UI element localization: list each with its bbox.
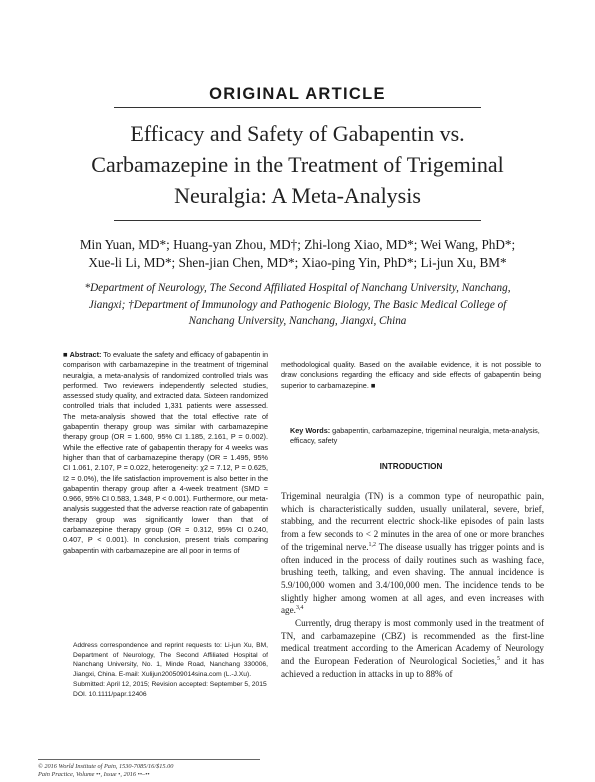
- copyright-line: © 2016 World Institute of Pain, 1530-7085/16/$15.00: [38, 763, 174, 770]
- affiliation-line: Jiangxi; †Department of Immunology and Pathogenic Biology, The Basic Medical College of: [88, 298, 507, 311]
- author-line: Min Yuan, MD*; Huang-yan Zhou, MD†; Zhi-long Xiao, MD*; Wei Wang, PhD*;: [79, 237, 516, 252]
- title-line: Efficacy and Safety of Gabapentin vs.: [130, 121, 465, 146]
- paragraph-text: Currently, drug therapy is most commonly used in the treatment of TN, and carbamazepine (CBZ) is recommended as the first-line medical treatment according to the American Academy of Neurology and the European Federation of Neurological Societies,: [281, 618, 544, 667]
- paragraph-text: and it has achieved a reduction in attacks in up to 88% of: [281, 656, 544, 679]
- keywords: [290, 426, 541, 447]
- abstract: [63, 350, 268, 556]
- header-rule-top: [114, 107, 481, 108]
- abstract-continued: [281, 360, 541, 391]
- abstract-text: To evaluate the safety and efficacy of gabapentin in comparison with carbamazepine in the treatment of trigeminal neuralgia, a meta-analysis of randomized controlled trials was performed. Two reviewers independently selected studies, assessed study quality, and extracted data. Sixteen randomized controlled trials that included 1,331 patients were assessed. The meta-analysis showed that the total effective rate of gabapentin therapy group was similar with carbamazepine therapy group (OR = 1.600, 95% CI 1.185, 2.161, P = 0.002). While the effective rate of gabapentin therapy for 4 weeks was higher than that of carbamazepine therapy (OR = 1.495, 95% CI 1.061, 2.107, P = 0.022, heterogeneity: χ2 = 7.12, P = 0.625, I2 = 0.0%), the life satisfaction improvement is also better in the gabapentin therapy group after a 4-week treatment (SMD = 0.966, 95% CI 0.583, 1.348, P < 0.001). Furthermore, our meta-analysis suggested that the adverse reaction rate of gabapentin therapy group was significantly lower than that of carbamazepine therapy group (OR = 0.312, 95% CI 0.240, 0.407, P < 0.001). In conclusion, present trials comparing gabapentin with carbamazepine are all poor in terms of: [63, 350, 269, 555]
- square-end-icon: ■: [370, 380, 376, 390]
- journal-line: Pain Practice, Volume ••, Issue •, 2016 ••–••: [38, 771, 150, 778]
- paragraph-text: The disease usually has trigger points and is often induced in the process of daily routines such as washing face, brushing teeth, talking, and even shaving. The annual incidence is 5.9/100,000 women and 3.4/100,000 men. The incidence tends to be slightly higher among women at all ages, and even increases with age.: [281, 541, 545, 616]
- citation-ref[interactable]: 3,4: [295, 605, 304, 612]
- affiliation-line: *Department of Neurology, The Second Affiliated Hospital of Nanchang University, Nanchang,: [84, 282, 511, 294]
- keywords-text: gabapentin, carbamazepine, trigeminal neuralgia, meta-analysis, efficacy, safety: [290, 426, 540, 446]
- footer-rule: [38, 759, 260, 760]
- author-list: [30, 236, 565, 272]
- header-rule-bottom: [114, 220, 481, 221]
- section-label: ORIGINAL ARTICLE: [209, 85, 386, 103]
- title-line: Carbamazepine in the Treatment of Trigeminal: [91, 152, 504, 177]
- correspondence-block: [63, 641, 268, 699]
- footer-info: [38, 763, 268, 779]
- keywords-label: Key Words:: [290, 426, 331, 435]
- paragraph: [281, 490, 544, 617]
- author-line: Xue-li Li, MD*; Shen-jian Chen, MD*; Xiao-ping Yin, PhD*; Li-jun Xu, BM*: [88, 255, 507, 270]
- article-title: [40, 118, 555, 211]
- citation-ref[interactable]: 5: [497, 656, 500, 663]
- correspondence-address: Address correspondence and reprint requests to: Li-jun Xu, BM, Department of Neurology, The Second Affiliated Hospital of Nanchang University, No. 1, Minde Road, Nanchang 330006, Jiangxi, China. E-mail: Xulijun200509014sina.com (L.-J.Xu).: [73, 642, 268, 679]
- title-line: Neuralgia: A Meta-Analysis: [174, 183, 421, 208]
- paragraph: [281, 617, 544, 681]
- introduction-body: [281, 490, 544, 681]
- introduction-heading: INTRODUCTION: [379, 462, 443, 471]
- affiliation-line: Nanchang University, Nanchang, Jiangxi, China: [188, 315, 407, 327]
- square-bullet-icon: ■: [63, 350, 68, 359]
- affiliations: [40, 280, 555, 330]
- submission-dates: Submitted: April 12, 2015; Revision accepted: September 5, 2015: [73, 680, 267, 688]
- paragraph-text: Trigeminal neuralgia (TN) is a common type of neuropathic pain, which is characteristically sudden, usually unilateral, severe, brief, stabbing, and the recurrent electric shock-like episodes of pain lasts from a few seconds to < 2 minutes in the area of one or more branches of the trigeminal nerve.: [281, 491, 544, 552]
- abstract-continued-text: methodological quality. Based on the available evidence, it is not possible to draw conclusions regarding the efficacy and side effects of gabapentin being superior to carbamazepine.: [281, 360, 541, 390]
- abstract-label: Abstract:: [69, 350, 102, 359]
- citation-ref[interactable]: 1,2: [368, 541, 376, 548]
- doi: DOI. 10.1111/papr.12406: [73, 690, 147, 698]
